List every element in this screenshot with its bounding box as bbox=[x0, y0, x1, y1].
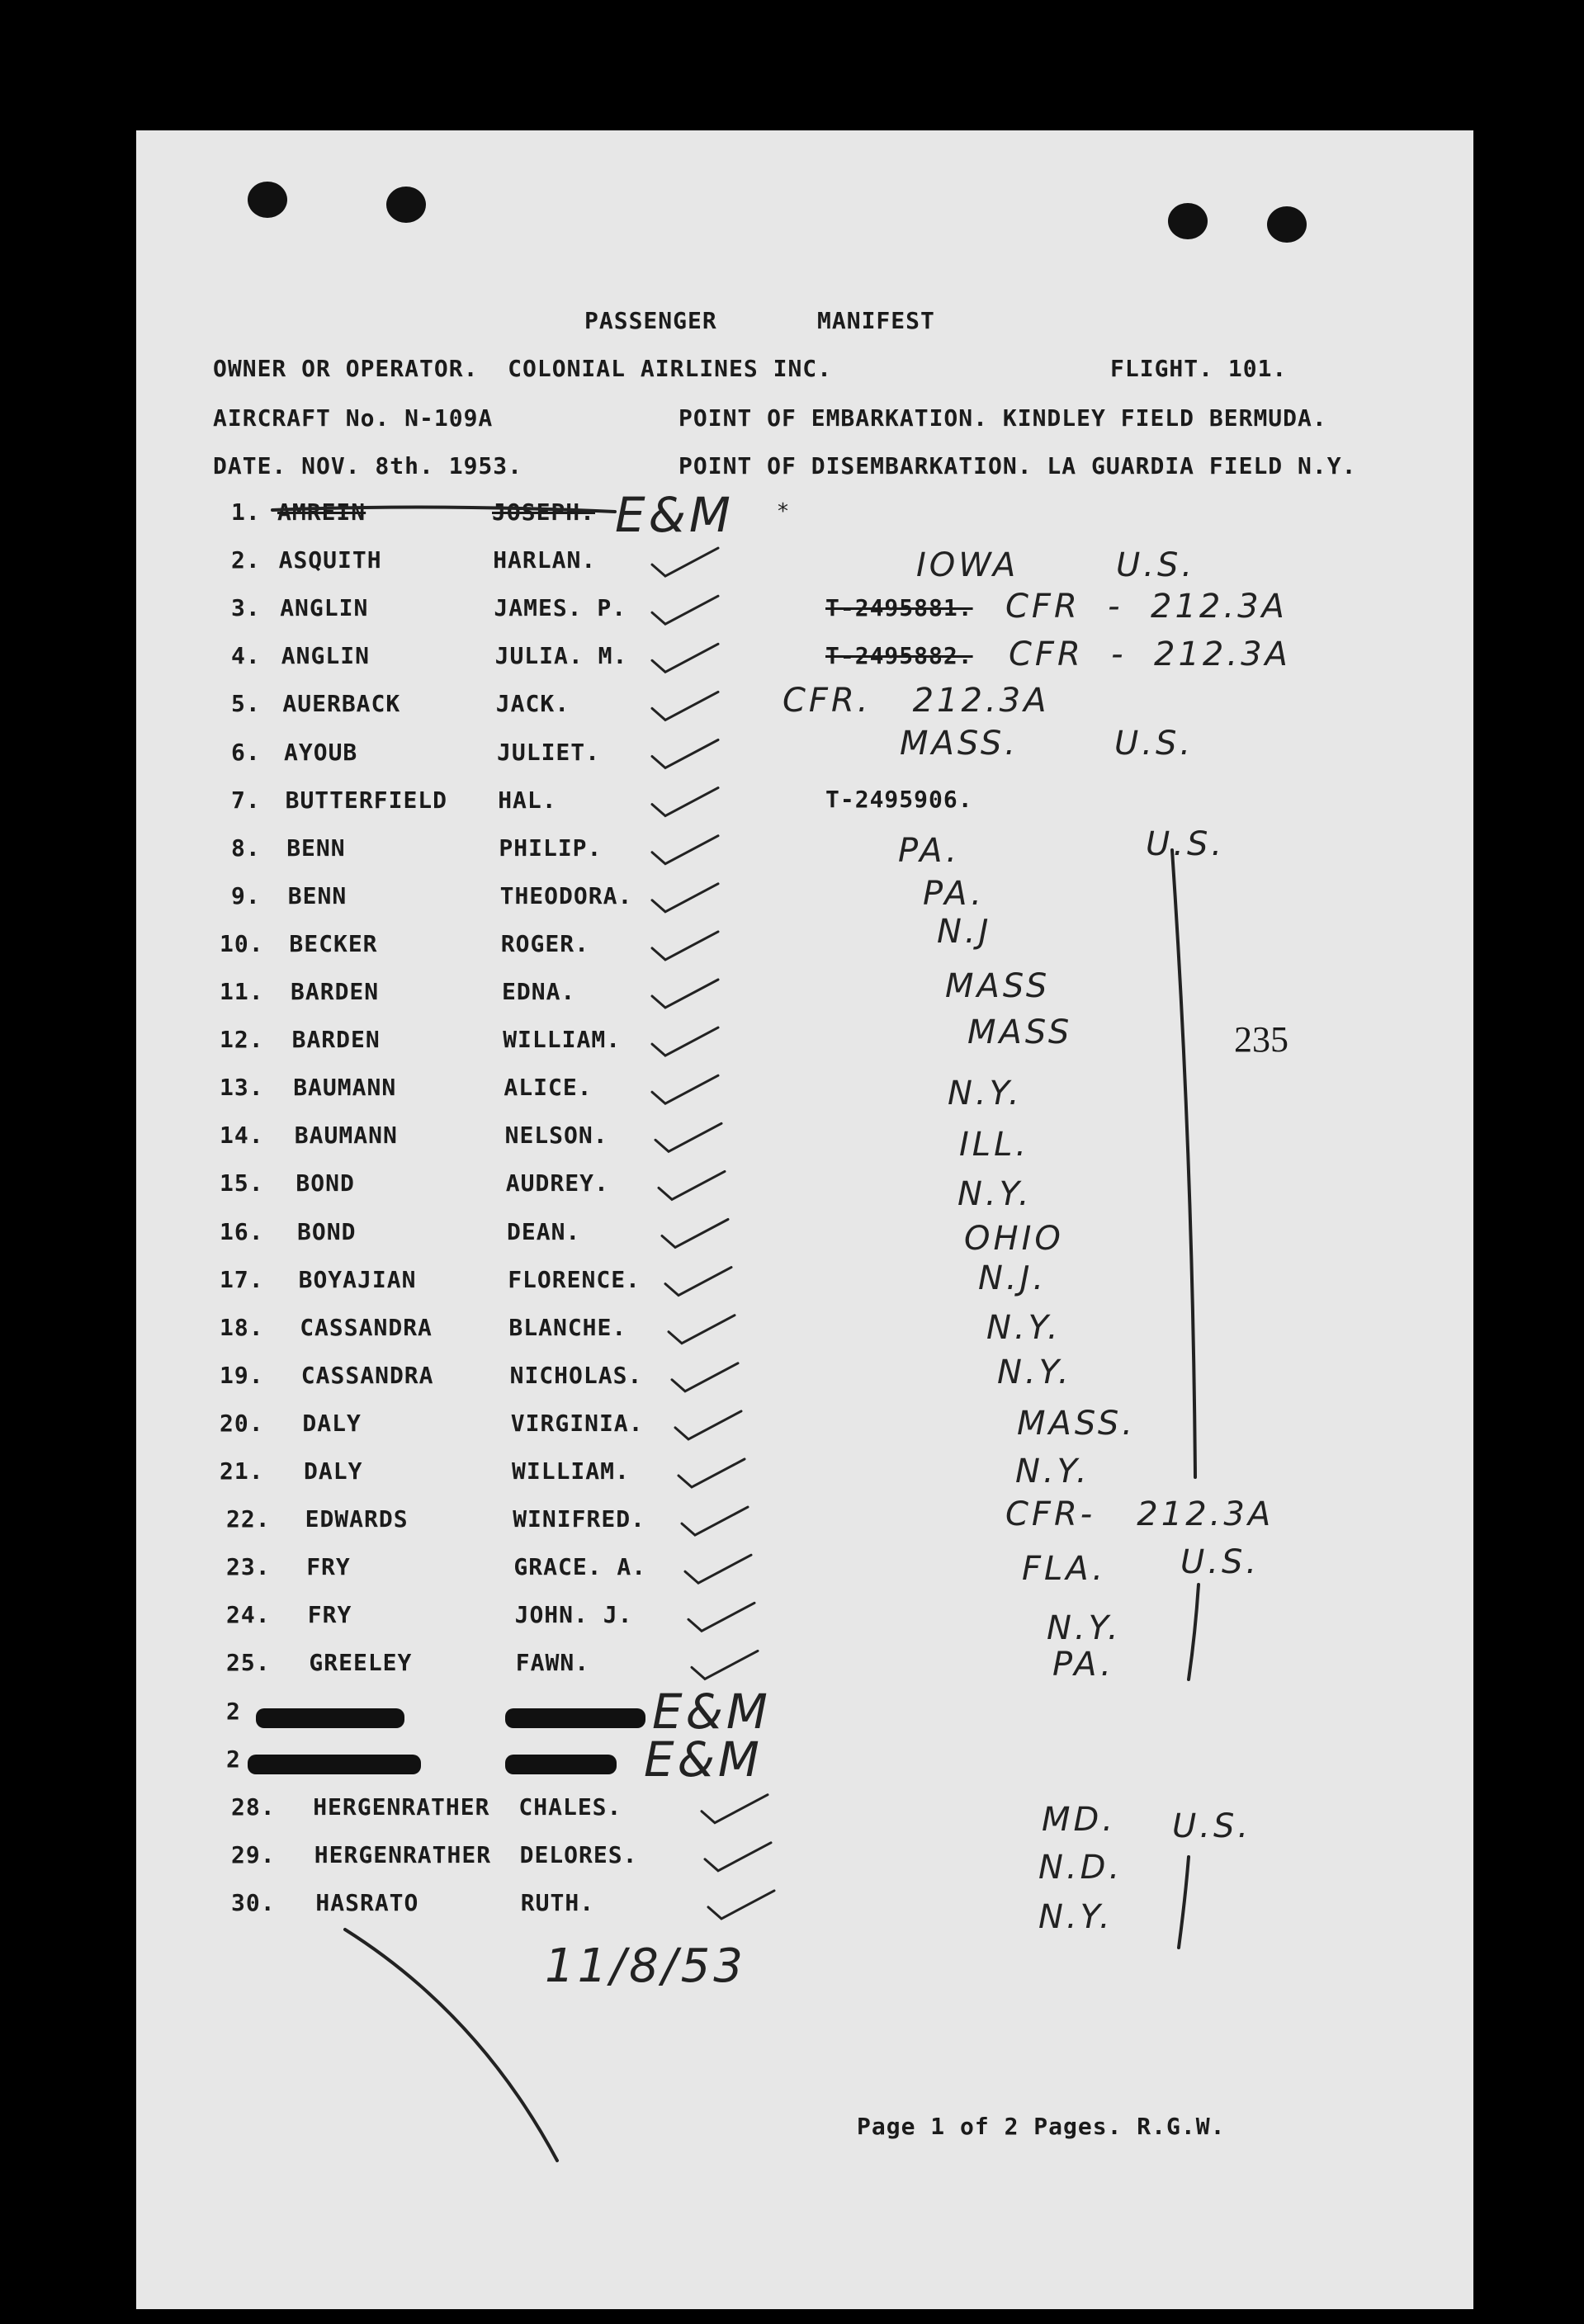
row-number: 8. bbox=[231, 834, 261, 862]
embarkation-point: POINT OF EMBARKATION. KINDLEY FIELD BERMUDA. bbox=[679, 404, 1327, 432]
check-mark bbox=[662, 1220, 728, 1248]
passenger-last-name: BUTTERFIELD bbox=[285, 786, 448, 814]
row-number: 25. bbox=[226, 1649, 271, 1677]
row-number: 7. bbox=[231, 786, 261, 814]
citizenship-note: U.S. bbox=[1114, 725, 1194, 763]
row-number: 22. bbox=[226, 1505, 271, 1533]
citizenship-note: U.S. bbox=[1180, 1543, 1260, 1581]
check-mark bbox=[685, 1555, 751, 1583]
passenger-last-name: GREELEY bbox=[309, 1649, 413, 1677]
passenger-last-name: DALY bbox=[302, 1409, 362, 1437]
passenger-first-name: THEODORA. bbox=[499, 881, 633, 909]
passenger-first-name: WINIFRED. bbox=[513, 1505, 645, 1533]
state-note: PA. bbox=[923, 875, 985, 913]
row-number: 2 bbox=[226, 1697, 241, 1725]
row-number: 5. bbox=[231, 690, 261, 718]
cfr-note: CFR. 212.3A bbox=[783, 682, 1050, 720]
passenger-last-name: CASSANDRA bbox=[300, 1313, 433, 1341]
check-mark bbox=[652, 596, 718, 624]
check-mark bbox=[655, 1123, 721, 1151]
check-mark bbox=[652, 980, 718, 1008]
state-note: OHIO bbox=[964, 1220, 1064, 1258]
page-footer: Page 1 of 2 Pages. R.G.W. bbox=[857, 2113, 1226, 2140]
row-number: 18. bbox=[220, 1313, 264, 1341]
initials-signature: E&M bbox=[644, 1731, 763, 1788]
passenger-first-name: DEAN. bbox=[507, 1217, 581, 1245]
row-number: 19. bbox=[220, 1361, 264, 1389]
ticket-number: T-2495882. bbox=[825, 642, 973, 669]
passenger-first-name: AUDREY. bbox=[505, 1169, 609, 1197]
state-note: PA. bbox=[898, 832, 960, 870]
bracket-line bbox=[1172, 850, 1195, 1477]
check-mark bbox=[652, 548, 718, 576]
passenger-last-name: HERGENRATHER bbox=[313, 1793, 490, 1821]
passenger-first-name: EDNA. bbox=[502, 978, 576, 1005]
strike-line bbox=[272, 507, 615, 512]
passenger-last-name: FRY bbox=[307, 1601, 352, 1629]
state-note: N.Y. bbox=[997, 1353, 1072, 1391]
cfr-note: CFR - 212.3A bbox=[1009, 635, 1291, 673]
passenger-first-name: ROGER. bbox=[500, 929, 589, 957]
passenger-first-name: BLANCHE. bbox=[508, 1313, 627, 1341]
passenger-last-name: CASSANDRA bbox=[300, 1361, 434, 1389]
check-mark bbox=[652, 644, 718, 672]
aircraft-number: AIRCRAFT No. N-109A bbox=[213, 404, 494, 432]
passenger-last-name: DALY bbox=[304, 1457, 363, 1485]
row-number: 30. bbox=[231, 1888, 276, 1916]
passenger-last-name: AUERBACK bbox=[282, 690, 401, 718]
passenger-first-name: WILLIAM. bbox=[503, 1026, 622, 1054]
row-number: 21. bbox=[220, 1457, 264, 1485]
row-number: 2 bbox=[226, 1745, 241, 1773]
state-note: N.Y. bbox=[1047, 1609, 1122, 1647]
title-manifest: MANIFEST bbox=[817, 307, 935, 334]
passenger-last-name: AMREIN bbox=[277, 498, 366, 526]
manifest-date: DATE. NOV. 8th. 1953. bbox=[213, 452, 523, 479]
passenger-first-name: NICHOLAS. bbox=[509, 1361, 643, 1389]
row-number: 17. bbox=[220, 1265, 264, 1293]
diagonal-stroke bbox=[345, 1930, 557, 2161]
citizenship-note: U.S. bbox=[1116, 546, 1196, 584]
passenger-first-name: GRACE. A. bbox=[513, 1553, 647, 1581]
passenger-first-name: HAL. bbox=[498, 786, 557, 814]
state-note: N.J bbox=[937, 913, 992, 951]
check-mark bbox=[652, 836, 718, 864]
citizenship-note: U.S. bbox=[1172, 1807, 1252, 1845]
passenger-first-name: JOSEPH. bbox=[492, 498, 596, 526]
state-note: IOWA bbox=[916, 546, 1019, 584]
passenger-last-name: EDWARDS bbox=[305, 1505, 409, 1533]
passenger-last-name: BAUMANN bbox=[293, 1074, 397, 1102]
row-number: 24. bbox=[226, 1601, 271, 1629]
passenger-last-name: ASQUITH bbox=[278, 546, 382, 574]
passenger-first-name: FLORENCE. bbox=[508, 1265, 641, 1293]
disembarkation-point: POINT OF DISEMBARKATION. LA GUARDIA FIELD N.Y. bbox=[679, 452, 1357, 479]
bracket-line bbox=[1179, 1857, 1189, 1948]
passenger-first-name: DELORES. bbox=[519, 1840, 638, 1868]
check-mark bbox=[659, 1171, 725, 1199]
check-mark bbox=[652, 740, 718, 768]
initials-signature: E&M bbox=[652, 1684, 771, 1740]
ticket-number: T-2495881. bbox=[825, 594, 973, 621]
row-number: 23. bbox=[226, 1553, 271, 1581]
passenger-first-name: RUTH. bbox=[520, 1888, 595, 1916]
asterisk-mark: * bbox=[778, 499, 788, 524]
stamp-number: 235 bbox=[1234, 1019, 1288, 1060]
owner-operator: OWNER OR OPERATOR. COLONIAL AIRLINES INC. bbox=[213, 355, 833, 382]
flight-number: FLIGHT. 101. bbox=[1110, 355, 1288, 382]
passenger-first-name: JULIET. bbox=[497, 738, 601, 766]
passenger-first-name: PHILIP. bbox=[499, 834, 603, 862]
passenger-first-name: JAMES. P. bbox=[494, 594, 627, 622]
state-note: MASS bbox=[967, 1013, 1073, 1051]
passenger-last-name: HASRATO bbox=[315, 1888, 419, 1916]
ticket-number: T-2495906. bbox=[825, 786, 973, 813]
check-mark bbox=[688, 1603, 754, 1631]
row-number: 14. bbox=[220, 1122, 264, 1150]
state-note: ILL. bbox=[959, 1126, 1030, 1164]
row-number: 29. bbox=[231, 1840, 276, 1868]
passenger-first-name: FAWN. bbox=[515, 1649, 590, 1677]
passenger-first-name: CHALES. bbox=[518, 1793, 622, 1821]
row-number: 16. bbox=[220, 1217, 264, 1245]
passenger-last-name: BOND bbox=[297, 1217, 357, 1245]
state-note: FLA. bbox=[1022, 1550, 1107, 1588]
state-note: N.J. bbox=[978, 1259, 1047, 1297]
check-mark bbox=[692, 1651, 758, 1679]
row-number: 6. bbox=[231, 738, 261, 766]
handwritten-date: 11/8/53 bbox=[545, 1939, 746, 1993]
row-number: 3. bbox=[231, 594, 261, 622]
passenger-last-name: AYOUB bbox=[284, 738, 358, 766]
check-mark bbox=[682, 1507, 748, 1535]
passenger-last-name: BENN bbox=[286, 834, 346, 862]
passenger-last-name: BECKER bbox=[289, 929, 378, 957]
cfr-note: CFR - 212.3A bbox=[1005, 588, 1288, 626]
passenger-last-name: FRY bbox=[306, 1553, 351, 1581]
passenger-first-name: JOHN. J. bbox=[514, 1601, 633, 1629]
check-mark bbox=[652, 1027, 718, 1056]
check-mark bbox=[679, 1459, 745, 1487]
check-mark bbox=[708, 1891, 774, 1919]
check-mark bbox=[652, 692, 718, 720]
passenger-first-name: WILLIAM. bbox=[512, 1457, 630, 1485]
row-number: 13. bbox=[220, 1074, 264, 1102]
passenger-last-name: BARDEN bbox=[291, 978, 380, 1005]
check-mark bbox=[652, 932, 718, 960]
row-number: 28. bbox=[231, 1793, 276, 1821]
check-mark bbox=[702, 1795, 768, 1823]
passenger-last-name: BAUMANN bbox=[294, 1122, 398, 1150]
state-note: MASS. bbox=[900, 725, 1019, 763]
check-mark bbox=[672, 1363, 738, 1391]
state-note: PA. bbox=[1052, 1646, 1114, 1684]
check-mark bbox=[665, 1268, 731, 1296]
passenger-last-name: BOYAJIAN bbox=[298, 1265, 417, 1293]
row-number: 9. bbox=[231, 881, 261, 909]
passenger-first-name: VIRGINIA. bbox=[510, 1409, 644, 1437]
passenger-first-name: HARLAN. bbox=[493, 546, 597, 574]
state-note: N.Y. bbox=[1038, 1898, 1114, 1936]
state-note: N.Y. bbox=[1015, 1452, 1090, 1490]
passenger-last-name: BARDEN bbox=[291, 1026, 381, 1054]
row-number: 15. bbox=[220, 1169, 264, 1197]
passenger-first-name: JULIA. M. bbox=[494, 642, 628, 670]
state-note: N.Y. bbox=[948, 1075, 1023, 1112]
state-note: MASS. bbox=[1017, 1405, 1136, 1443]
row-number: 11. bbox=[220, 978, 264, 1005]
check-mark bbox=[669, 1316, 735, 1344]
state-note: MD. bbox=[1042, 1801, 1117, 1839]
cfr-note: CFR- 212.3A bbox=[1005, 1495, 1274, 1533]
row-number: 4. bbox=[231, 642, 261, 670]
title-passenger: PASSENGER bbox=[584, 307, 717, 334]
state-note: MASS bbox=[945, 967, 1051, 1005]
row-number: 10. bbox=[220, 929, 264, 957]
passenger-first-name: JACK. bbox=[495, 690, 570, 718]
check-mark bbox=[652, 1075, 718, 1103]
state-note: N.Y. bbox=[986, 1309, 1062, 1347]
citizenship-note: U.S. bbox=[1146, 825, 1226, 863]
passenger-last-name: ANGLIN bbox=[280, 594, 369, 622]
row-number: 12. bbox=[220, 1026, 264, 1054]
row-number: 2. bbox=[231, 546, 261, 574]
check-mark bbox=[652, 884, 718, 912]
passenger-last-name: ANGLIN bbox=[281, 642, 370, 670]
passenger-last-name: BENN bbox=[287, 881, 348, 909]
row-number: 1. bbox=[231, 498, 261, 526]
state-note: N.Y. bbox=[957, 1175, 1033, 1213]
check-mark bbox=[675, 1411, 741, 1439]
bracket-line bbox=[1189, 1585, 1199, 1679]
check-mark bbox=[652, 788, 718, 816]
passenger-last-name: BOND bbox=[296, 1169, 355, 1197]
passenger-last-name: HERGENRATHER bbox=[314, 1840, 492, 1868]
passenger-first-name: NELSON. bbox=[504, 1122, 608, 1150]
row-number: 20. bbox=[220, 1409, 264, 1437]
state-note: N.D. bbox=[1038, 1849, 1123, 1887]
initials-signature: E&M bbox=[615, 487, 734, 543]
passenger-first-name: ALICE. bbox=[504, 1074, 593, 1102]
check-mark bbox=[705, 1843, 771, 1871]
